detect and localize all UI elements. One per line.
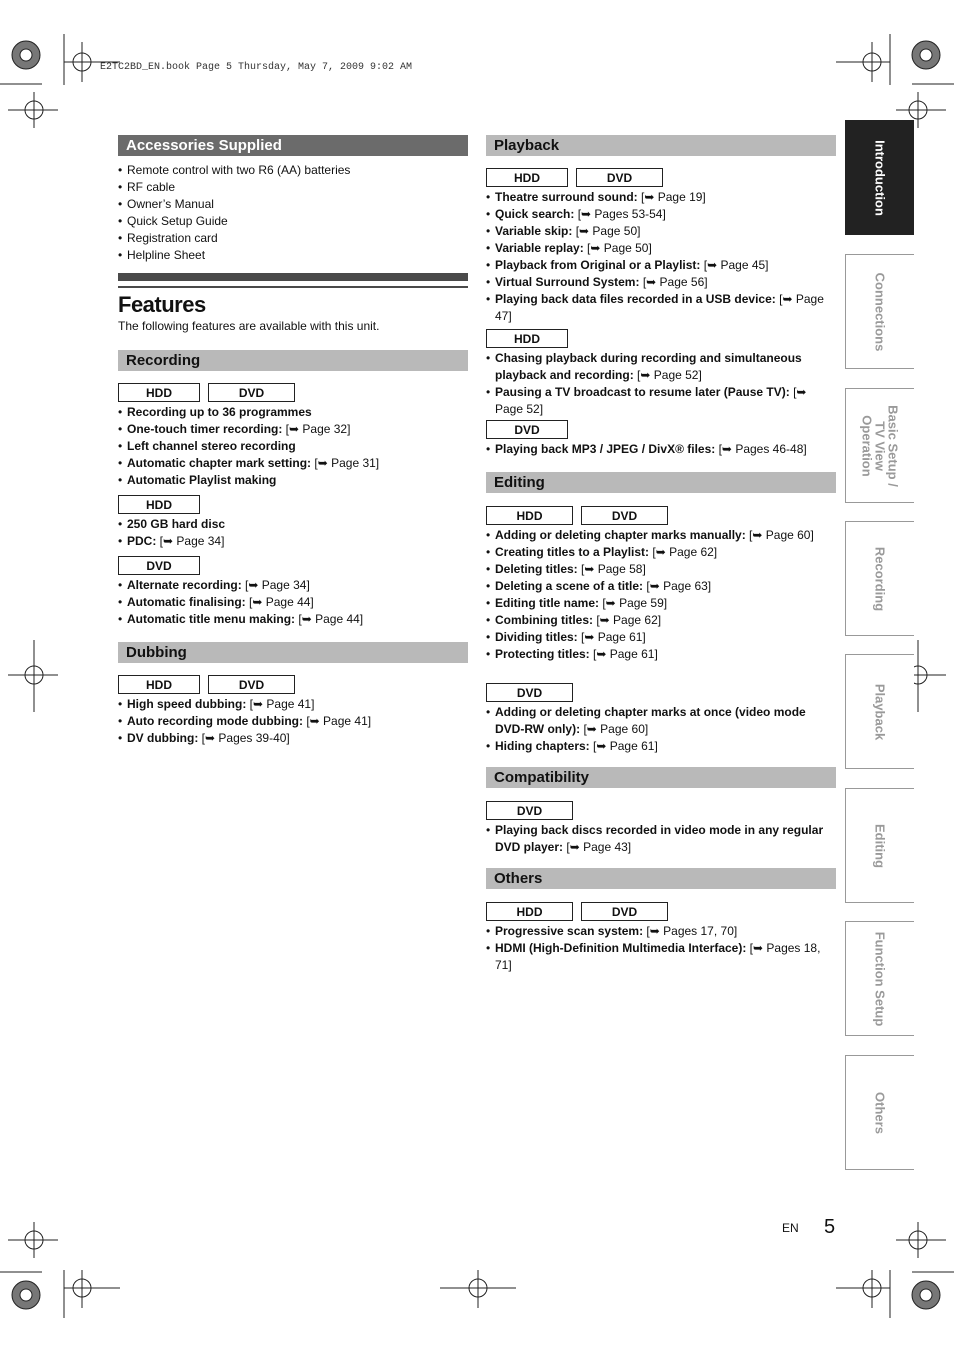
dubbing-list bbox=[118, 696, 468, 747]
hdd-tag: HDD bbox=[486, 329, 568, 348]
feature-label: Automatic title menu making: bbox=[127, 612, 296, 626]
feature-label: Hiding chapters: bbox=[495, 739, 590, 753]
dvd-tag: DVD bbox=[208, 675, 295, 694]
page-number: 5 bbox=[824, 1216, 836, 1238]
page-reference[interactable]: [➥ Page 62] bbox=[649, 545, 718, 559]
page-reference[interactable]: [➥ Page 31] bbox=[311, 456, 380, 470]
feature-label: Protecting titles: bbox=[495, 647, 590, 661]
list-item bbox=[486, 646, 836, 663]
feature-label: Automatic chapter mark setting: bbox=[127, 456, 312, 470]
hdd-tag: HDD bbox=[486, 902, 573, 921]
dvd-tag: DVD bbox=[486, 683, 573, 702]
side-tab-label: Introduction bbox=[872, 139, 888, 216]
list-item bbox=[118, 696, 468, 713]
feature-label: Creating titles to a Playlist: bbox=[495, 545, 650, 559]
feature-label: Virtual Surround System: bbox=[495, 275, 640, 289]
list-item bbox=[486, 595, 836, 612]
feature-label: Automatic finalising: bbox=[127, 595, 246, 609]
recording-both-list bbox=[118, 404, 468, 489]
page-reference[interactable]: [➥ Page 63] bbox=[643, 579, 712, 593]
accessories-list bbox=[118, 162, 468, 264]
list-item bbox=[486, 291, 836, 325]
list-item: • Quick Setup Guide bbox=[118, 213, 468, 230]
page-reference[interactable]: [➥ Page 52] bbox=[633, 368, 702, 382]
list-item: • Helpline Sheet bbox=[118, 247, 468, 264]
page-reference[interactable]: [➥ Page 56] bbox=[639, 275, 708, 289]
feature-label: Alternate recording: bbox=[127, 578, 242, 592]
side-tab-label: Function Setup bbox=[872, 931, 888, 1026]
list-item bbox=[486, 629, 836, 646]
recording-dvd-list bbox=[118, 577, 468, 628]
playback-dvd-list bbox=[486, 441, 836, 458]
list-item bbox=[486, 189, 836, 206]
page-reference[interactable]: [➥ Page 61] bbox=[589, 739, 658, 753]
page-reference[interactable]: [➥ Pages 53-54] bbox=[574, 207, 666, 221]
list-item bbox=[118, 713, 468, 730]
list-item bbox=[486, 612, 836, 629]
feature-label: Dividing titles: bbox=[495, 630, 578, 644]
list-item bbox=[486, 940, 836, 974]
list-item bbox=[486, 223, 836, 240]
list-item bbox=[486, 441, 836, 458]
feature-label: Chasing playback during recording and simultaneous playback and recording: bbox=[495, 351, 802, 382]
print-header: E2TC2BD_EN.book Page 5 Thursday, May 7, 2009 9:02 AM bbox=[100, 62, 413, 73]
others-list bbox=[486, 923, 836, 974]
others-heading: Others bbox=[486, 868, 836, 889]
list-item bbox=[118, 421, 468, 438]
dubbing-heading: Dubbing bbox=[118, 642, 468, 663]
feature-label: Left channel stereo recording bbox=[127, 439, 296, 453]
feature-label: Deleting titles: bbox=[495, 562, 578, 576]
language-code: EN bbox=[782, 1221, 799, 1235]
list-item bbox=[486, 274, 836, 291]
list-item bbox=[118, 533, 468, 550]
side-tab-label: Recording bbox=[872, 546, 888, 611]
list-item bbox=[486, 527, 836, 544]
page-reference[interactable]: [➥ Pages 46-48] bbox=[715, 442, 807, 456]
list-item bbox=[486, 578, 836, 595]
list-item bbox=[486, 240, 836, 257]
list-item bbox=[486, 206, 836, 223]
list-item bbox=[486, 704, 836, 738]
divider-bar bbox=[118, 273, 468, 281]
side-tab-basic-setup[interactable] bbox=[845, 388, 914, 503]
dvd-tag: DVD bbox=[576, 168, 663, 187]
playback-both-list bbox=[486, 189, 836, 325]
features-title: Features bbox=[118, 292, 206, 317]
page-reference[interactable]: [➥ Page 61] bbox=[589, 647, 658, 661]
feature-label: HDMI (High-Definition Multimedia Interface): bbox=[495, 941, 747, 955]
side-tab-label: Basic Setup / TV View Operation bbox=[859, 404, 901, 487]
list-item bbox=[118, 455, 468, 472]
feature-label: Automatic Playlist making bbox=[127, 473, 277, 487]
feature-label: Adding or deleting chapter marks at once (video mode DVD-RW only): bbox=[495, 705, 806, 736]
features-intro: The following features are available with this unit. bbox=[118, 319, 380, 333]
hdd-tag: HDD bbox=[118, 495, 200, 514]
list-item bbox=[118, 472, 468, 489]
divider-line bbox=[118, 286, 468, 288]
editing-both-list bbox=[486, 527, 836, 663]
recording-hdd-list bbox=[118, 516, 468, 550]
editing-heading: Editing bbox=[486, 472, 836, 493]
page-reference[interactable]: [➥ Page 44] bbox=[245, 595, 314, 609]
side-tab-label: Playback bbox=[872, 683, 888, 740]
side-tab-others[interactable] bbox=[845, 1055, 914, 1170]
feature-label: Editing title name: bbox=[495, 596, 600, 610]
page-reference[interactable]: [➥ Pages 18, 71] bbox=[495, 941, 821, 972]
feature-label: Recording up to 36 programmes bbox=[127, 405, 312, 419]
page-reference[interactable]: [➥ Page 43] bbox=[563, 840, 632, 854]
compatibility-heading: Compatibility bbox=[486, 767, 836, 788]
side-tab-editing[interactable] bbox=[845, 788, 914, 903]
dvd-tag: DVD bbox=[118, 556, 200, 575]
list-item bbox=[486, 923, 836, 940]
playback-heading: Playback bbox=[486, 135, 836, 156]
list-item bbox=[118, 404, 468, 421]
feature-label: 250 GB hard disc bbox=[127, 517, 226, 531]
feature-label: Variable skip: bbox=[495, 224, 573, 238]
hdd-tag: HDD bbox=[486, 168, 568, 187]
list-item bbox=[118, 594, 468, 611]
side-tab-label: Others bbox=[872, 1091, 888, 1134]
list-item bbox=[486, 384, 836, 418]
feature-label: DV dubbing: bbox=[127, 731, 199, 745]
list-item bbox=[486, 257, 836, 274]
list-item: • Owner’s Manual bbox=[118, 196, 468, 213]
feature-label: Playback from Original or a Playlist: bbox=[495, 258, 701, 272]
page-reference[interactable]: [➥ Page 19] bbox=[637, 190, 706, 204]
page-reference[interactable]: [➥ Page 60] bbox=[745, 528, 814, 542]
list-item bbox=[118, 611, 468, 628]
feature-label: Pausing a TV broadcast to resume later (Pause TV): bbox=[495, 385, 790, 399]
dvd-tag: DVD bbox=[208, 383, 295, 402]
recording-heading: Recording bbox=[118, 350, 468, 371]
list-item bbox=[118, 516, 468, 533]
list-item bbox=[486, 738, 836, 755]
dvd-tag: DVD bbox=[486, 801, 573, 820]
list-item bbox=[486, 822, 836, 856]
page-reference[interactable]: [➥ Page 59] bbox=[599, 596, 668, 610]
feature-label: Auto recording mode dubbing: bbox=[127, 714, 303, 728]
side-tab-playback[interactable] bbox=[845, 654, 914, 769]
page-reference[interactable]: [➥ Page 50] bbox=[572, 224, 641, 238]
page-reference[interactable]: [➥ Page 58] bbox=[577, 562, 646, 576]
page-reference[interactable]: [➥ Page 44] bbox=[295, 612, 364, 626]
feature-label: One-touch timer recording: bbox=[127, 422, 283, 436]
feature-label: Adding or deleting chapter marks manually: bbox=[495, 528, 746, 542]
page-reference[interactable]: [➥ Page 34] bbox=[156, 534, 225, 548]
page-reference[interactable]: [➥ Pages 39-40] bbox=[198, 731, 290, 745]
side-tab-label: Editing bbox=[872, 823, 888, 868]
side-tab-function-setup[interactable] bbox=[845, 921, 914, 1036]
page-reference[interactable]: [➥ Page 62] bbox=[593, 613, 662, 627]
feature-label: Combining titles: bbox=[495, 613, 593, 627]
page-reference[interactable]: [➥ Page 41] bbox=[302, 714, 372, 728]
page-reference[interactable]: [➥ Page 32] bbox=[282, 422, 351, 436]
compatibility-list bbox=[486, 822, 836, 856]
editing-dvd-list bbox=[486, 704, 836, 755]
page-reference[interactable]: [➥ Page 41] bbox=[246, 697, 315, 711]
list-item bbox=[118, 438, 468, 455]
page-reference[interactable]: [➥ Page 45] bbox=[700, 258, 769, 272]
list-item bbox=[118, 730, 468, 747]
page-reference[interactable]: [➥ Page 60] bbox=[580, 722, 649, 736]
accessories-heading: Accessories Supplied bbox=[118, 135, 468, 156]
feature-label: PDC: bbox=[127, 534, 157, 548]
feature-label: Playing back MP3 / JPEG / DivX® files: bbox=[495, 442, 716, 456]
page-reference[interactable]: [➥ Page 61] bbox=[577, 630, 646, 644]
page-reference[interactable]: [➥ Page 47] bbox=[495, 292, 824, 323]
playback-hdd-list bbox=[486, 350, 836, 418]
dvd-tag: DVD bbox=[581, 902, 668, 921]
page-reference[interactable]: [➥ Pages 17, 70] bbox=[643, 924, 738, 938]
list-item: • Remote control with two R6 (AA) batteries bbox=[118, 162, 468, 179]
hdd-tag: HDD bbox=[118, 675, 200, 694]
feature-label: Deleting a scene of a title: bbox=[495, 579, 644, 593]
list-item bbox=[118, 577, 468, 594]
list-item bbox=[486, 544, 836, 561]
page-reference[interactable]: [➥ Page 52] bbox=[495, 385, 807, 416]
feature-label: Playing back discs recorded in video mode in any regular DVD player: bbox=[495, 823, 824, 854]
page-reference[interactable]: [➥ Page 50] bbox=[583, 241, 652, 255]
side-tab-recording[interactable] bbox=[845, 521, 914, 636]
list-item bbox=[486, 350, 836, 384]
feature-label: High speed dubbing: bbox=[127, 697, 247, 711]
hdd-tag: HDD bbox=[118, 383, 200, 402]
side-tab-connections[interactable] bbox=[845, 254, 914, 369]
dvd-tag: DVD bbox=[486, 420, 568, 439]
list-item: • RF cable bbox=[118, 179, 468, 196]
feature-label: Variable replay: bbox=[495, 241, 584, 255]
list-item: • Registration card bbox=[118, 230, 468, 247]
page-reference[interactable]: [➥ Page 34] bbox=[241, 578, 310, 592]
feature-label: Playing back data files recorded in a USB device: bbox=[495, 292, 776, 306]
list-item bbox=[486, 561, 836, 578]
side-tab-label: Connections bbox=[872, 272, 888, 351]
hdd-tag: HDD bbox=[486, 506, 573, 525]
dvd-tag: DVD bbox=[581, 506, 668, 525]
feature-label: Progressive scan system: bbox=[495, 924, 644, 938]
feature-label: Quick search: bbox=[495, 207, 575, 221]
feature-label: Theatre surround sound: bbox=[495, 190, 638, 204]
side-tab-introduction[interactable] bbox=[845, 120, 914, 235]
